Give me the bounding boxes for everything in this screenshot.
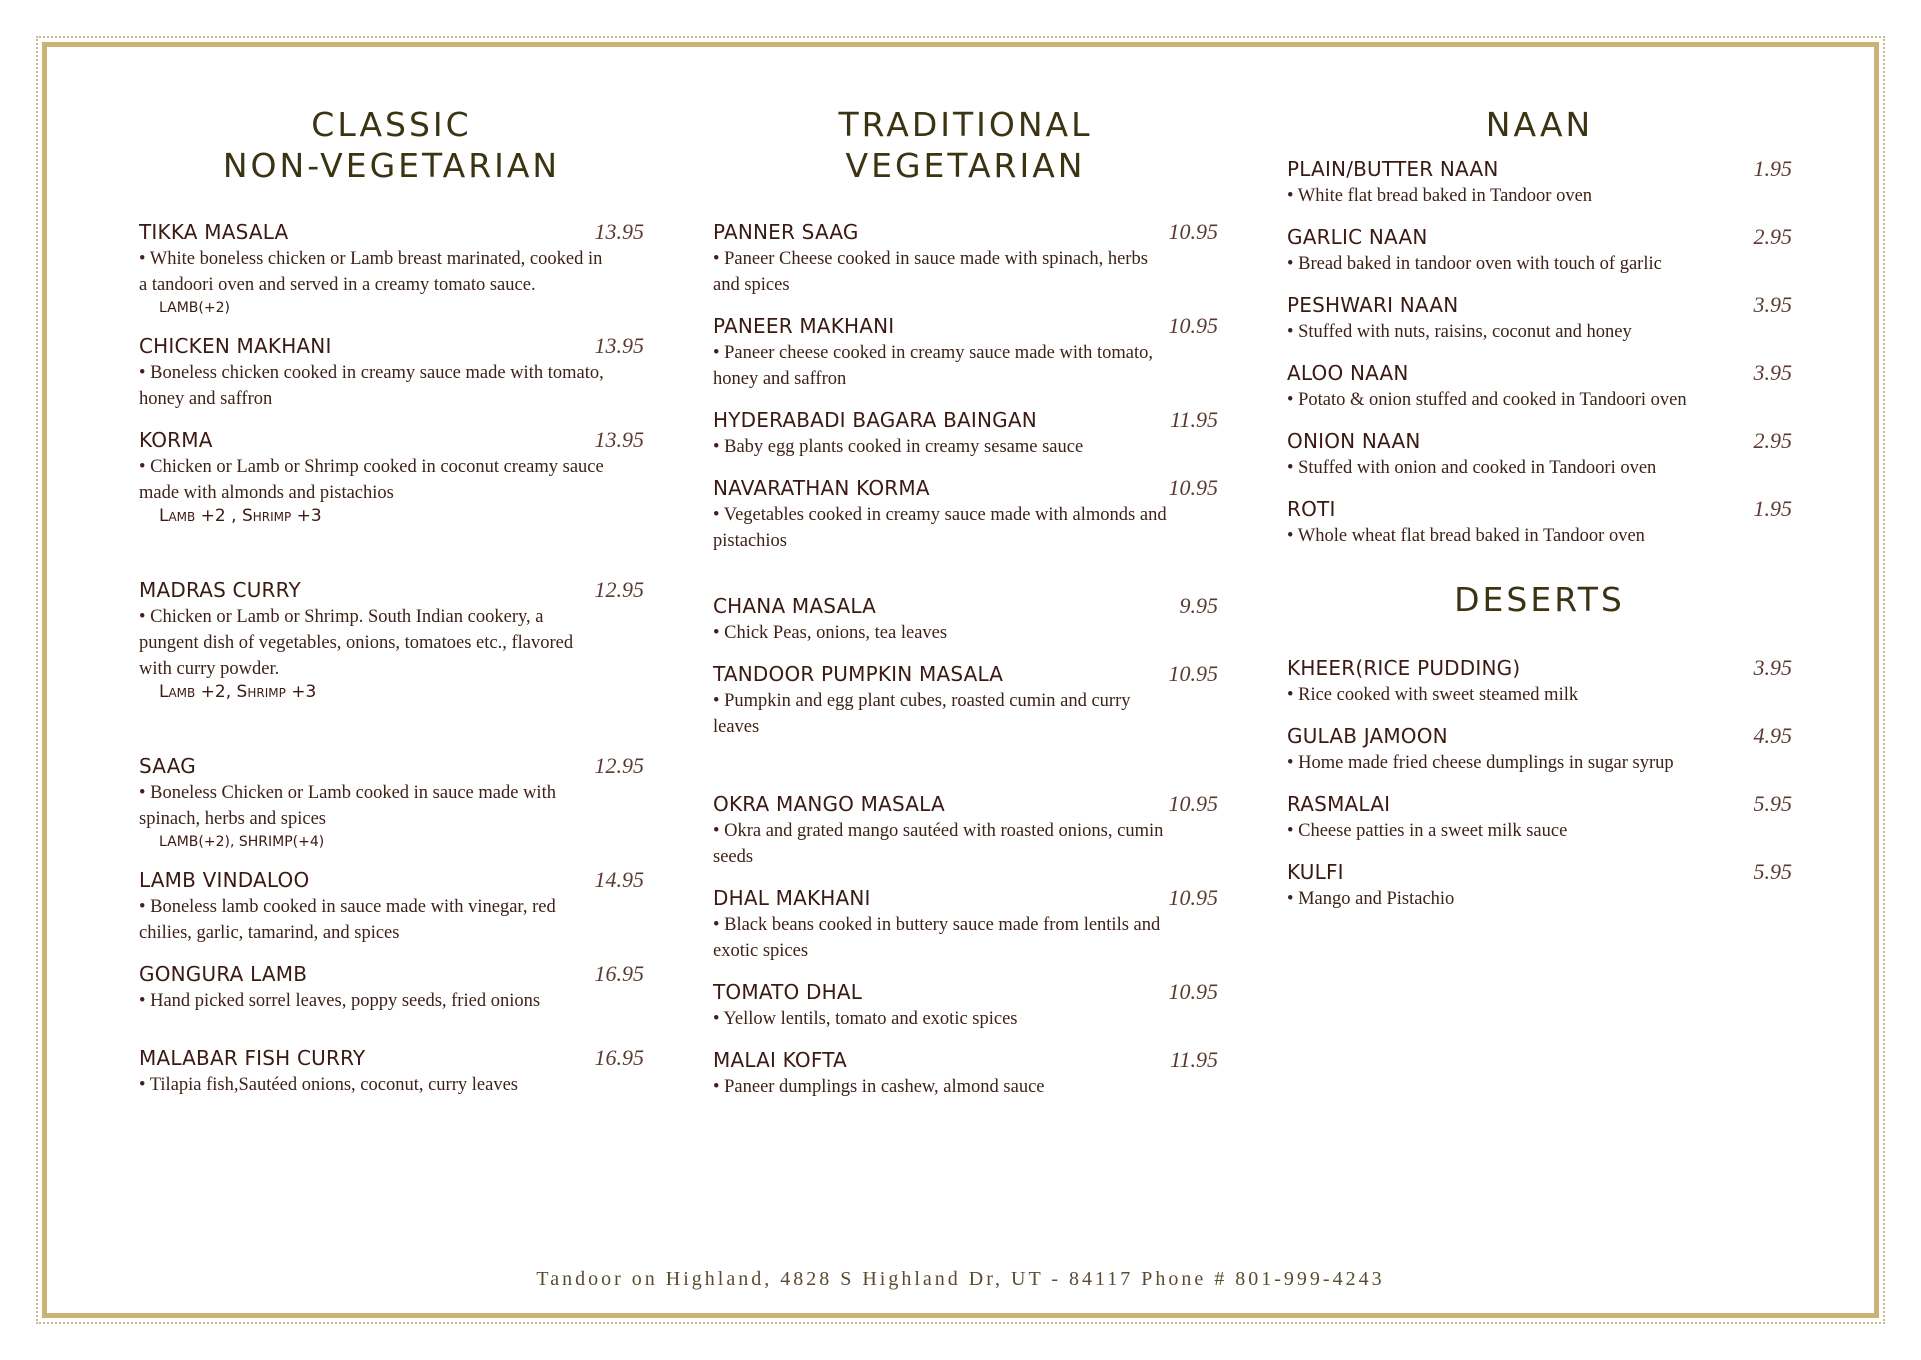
item-name: CHICKEN MAKHANI (139, 334, 332, 358)
veg-column (713, 104, 1218, 1114)
title-line: NON-VEGETARIAN (222, 146, 561, 185)
item-price: 16.95 (594, 961, 644, 986)
menu-item (1287, 858, 1792, 912)
item-description: • Boneless chicken cooked in creamy sauce made with tomato, honey and saffron (139, 363, 604, 409)
item-note: LAMB(+2), SHRIMP(+4) (159, 834, 325, 850)
item-name: RASMALAI (1287, 792, 1391, 816)
menu-item (713, 474, 1218, 554)
item-description: • Stuffed with onion and cooked in Tandoori oven (1287, 458, 1657, 478)
menu-item (1287, 654, 1792, 708)
item-price: 12.95 (594, 753, 644, 778)
item-name: GARLIC NAAN (1287, 225, 1428, 249)
menu-item (1287, 291, 1792, 345)
menu-item (139, 218, 644, 318)
section-title-naan: NAAN (1485, 105, 1594, 144)
menu-item (713, 406, 1218, 460)
item-name: OKRA MANGO MASALA (713, 792, 945, 816)
menu-item (713, 978, 1218, 1032)
item-description: • Okra and grated mango sautéed with roasted onions, cumin seeds (713, 821, 1164, 867)
item-price: 10.95 (1168, 313, 1218, 338)
item-price: 9.95 (1179, 593, 1218, 618)
item-description: • Mango and Pistachio (1287, 889, 1455, 909)
non-veg-column (139, 104, 644, 1112)
menu-item (139, 1044, 644, 1098)
item-price: 3.95 (1753, 360, 1792, 385)
item-name: TOMATO DHAL (713, 980, 863, 1004)
menu-item (139, 960, 644, 1014)
menu-item (713, 1046, 1218, 1100)
item-description: • Stuffed with nuts, raisins, coconut and honey (1287, 322, 1632, 342)
title-line: VEGETARIAN (845, 146, 1086, 185)
item-price: 11.95 (1170, 407, 1218, 432)
item-name: TIKKA MASALA (139, 220, 289, 244)
menu-item (139, 576, 644, 702)
item-name: GULAB JAMOON (1287, 724, 1448, 748)
item-name: MADRAS CURRY (139, 578, 301, 602)
menu-item (139, 752, 644, 852)
menu-item (1287, 155, 1792, 209)
item-name: DHAL MAKHANI (713, 886, 871, 910)
menu-item (713, 312, 1218, 392)
item-name: KULFI (1287, 860, 1344, 884)
menu-item (1287, 359, 1792, 413)
title-line: CLASSIC (311, 105, 472, 144)
item-price: 5.95 (1753, 791, 1792, 816)
item-description: • Bread baked in tandoor oven with touch of garlic (1287, 254, 1662, 274)
item-price: 10.95 (1168, 661, 1218, 686)
item-price: 10.95 (1168, 475, 1218, 500)
item-description: • White boneless chicken or Lamb breast marinated, cooked in a tandoori oven and served in a creamy tomato sauce. (139, 249, 603, 295)
section-title-non-veg (139, 104, 644, 186)
menu-item (713, 790, 1218, 870)
item-price: 10.95 (1168, 885, 1218, 910)
item-description: • Black beans cooked in buttery sauce made from lentils and exotic spices (713, 915, 1161, 961)
item-description: • Cheese patties in a sweet milk sauce (1287, 821, 1568, 841)
item-price: 16.95 (594, 1045, 644, 1070)
item-price: 13.95 (594, 333, 644, 358)
menu-item (1287, 495, 1792, 549)
item-name: TANDOOR PUMPKIN MASALA (713, 662, 1004, 686)
menu-item (139, 332, 644, 412)
item-price: 14.95 (594, 867, 644, 892)
item-price: 1.95 (1753, 496, 1792, 521)
item-description: • Paneer dumplings in cashew, almond sauce (713, 1077, 1045, 1097)
item-description: • White flat bread baked in Tandoor oven (1287, 186, 1593, 206)
item-description: • Whole wheat flat bread baked in Tandoor oven (1287, 526, 1645, 546)
menu-item (1287, 427, 1792, 481)
item-name: NAVARATHAN KORMA (713, 476, 930, 500)
item-description: • Boneless lamb cooked in sauce made with vinegar, red chilies, garlic, tamarind, and spices (139, 897, 556, 943)
item-price: 10.95 (1168, 979, 1218, 1004)
item-name: HYDERABADI BAGARA BAINGAN (713, 408, 1037, 432)
item-name: PLAIN/BUTTER NAAN (1287, 157, 1499, 181)
item-price: 2.95 (1753, 224, 1792, 249)
menu-item (1287, 790, 1792, 844)
item-description: • Pumpkin and egg plant cubes, roasted cumin and curry leaves (713, 691, 1131, 737)
item-name: KHEER(RICE PUDDING) (1287, 656, 1521, 680)
section-title-deserts: DESERTS (1454, 580, 1625, 619)
item-price: 11.95 (1170, 1047, 1218, 1072)
item-description: • Chicken or Lamb or Shrimp. South Indian cookery, a pungent dish of vegetables, onions, tomatoes etc., flavored with curry powder. (139, 607, 574, 679)
item-name: MALAI KOFTA (713, 1048, 847, 1072)
section-title-veg (713, 104, 1218, 186)
item-note: LAMB(+2) (159, 300, 230, 316)
item-price: 3.95 (1753, 655, 1792, 680)
item-name: PANNER SAAG (713, 220, 859, 244)
menu-item (1287, 223, 1792, 277)
item-name: ALOO NAAN (1287, 361, 1409, 385)
menu-item (713, 218, 1218, 298)
item-price: 10.95 (1168, 791, 1218, 816)
item-price: 13.95 (594, 427, 644, 452)
item-description: • Tilapia fish,Sautéed onions, coconut, curry leaves (139, 1075, 518, 1095)
item-name: MALABAR FISH CURRY (139, 1046, 366, 1070)
item-name: SAAG (139, 754, 196, 778)
item-price: 13.95 (594, 219, 644, 244)
item-price: 2.95 (1753, 428, 1792, 453)
item-price: 4.95 (1753, 723, 1792, 748)
item-description: • Hand picked sorrel leaves, poppy seeds, fried onions (139, 991, 541, 1011)
item-name: PESHWARI NAAN (1287, 293, 1459, 317)
item-price: 3.95 (1753, 292, 1792, 317)
item-description: • Yellow lentils, tomato and exotic spices (713, 1009, 1018, 1029)
item-description: • Chick Peas, onions, tea leaves (713, 623, 948, 643)
naan-desserts-column (1287, 104, 1792, 926)
item-name: CHANA MASALA (713, 594, 877, 618)
menu-item (1287, 722, 1792, 776)
item-name: PANEER MAKHANI (713, 314, 895, 338)
item-description: • Potato & onion stuffed and cooked in Tandoori oven (1287, 390, 1687, 410)
item-name: KORMA (139, 428, 213, 452)
item-price: 12.95 (594, 577, 644, 602)
menu-item (713, 660, 1218, 740)
menu-item (713, 592, 1218, 646)
item-price: 1.95 (1753, 156, 1792, 181)
item-description: • Home made fried cheese dumplings in sugar syrup (1287, 753, 1674, 773)
item-name: GONGURA LAMB (139, 962, 308, 986)
item-price: 5.95 (1753, 859, 1792, 884)
item-description: • Paneer Cheese cooked in sauce made with spinach, herbs and spices (713, 249, 1148, 295)
title-line: TRADITIONAL (838, 105, 1093, 144)
menu-item (139, 866, 644, 946)
menu-item (139, 426, 644, 526)
menu-item (713, 884, 1218, 964)
footer-address: Tandoor on Highland, 4828 S Highland Dr, UT - 84117 Phone # 801-999-4243 (536, 1268, 1385, 1290)
item-name: ROTI (1287, 497, 1336, 521)
item-description: • Chicken or Lamb or Shrimp cooked in coconut creamy sauce made with almonds and pistachios (139, 457, 604, 503)
item-name: LAMB VINDALOO (139, 868, 310, 892)
item-description: • Rice cooked with sweet steamed milk (1287, 685, 1579, 705)
item-price: 10.95 (1168, 219, 1218, 244)
item-description: • Vegetables cooked in creamy sauce made with almonds and pistachios (713, 505, 1167, 551)
item-description: • Paneer cheese cooked in creamy sauce made with tomato, honey and saffron (713, 343, 1154, 389)
item-note: Lamb +2, Shrimp +3 (159, 682, 317, 702)
item-description: • Baby egg plants cooked in creamy sesame sauce (713, 437, 1084, 457)
item-note: Lamb +2 , Shrimp +3 (159, 506, 322, 526)
item-name: ONION NAAN (1287, 429, 1421, 453)
item-description: • Boneless Chicken or Lamb cooked in sauce made with spinach, herbs and spices (139, 783, 556, 829)
